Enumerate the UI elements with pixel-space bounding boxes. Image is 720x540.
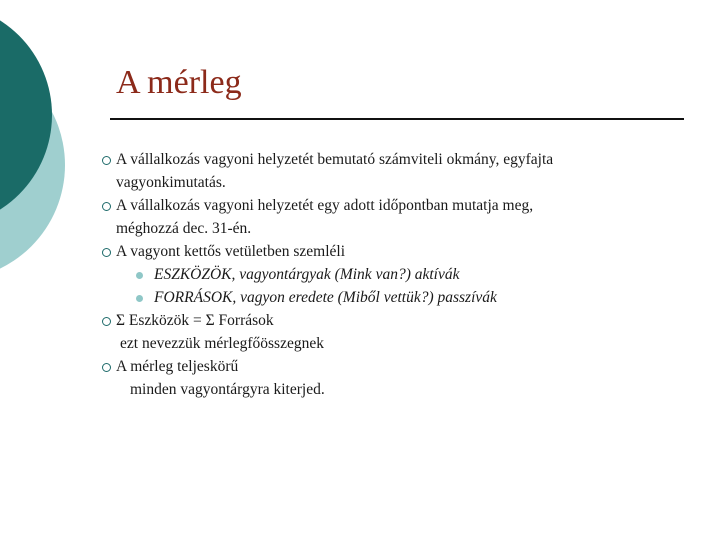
bullet-text: A vállalkozás vagyoni helyzetét egy adott időpontban mutatja meg,	[116, 197, 534, 214]
ring-bullet-icon	[102, 202, 111, 211]
bullet-item	[100, 240, 700, 263]
ring-bullet-icon	[102, 156, 111, 165]
bullet-item	[100, 355, 700, 401]
ring-bullet-icon	[102, 363, 111, 372]
slide-title: A mérleg	[116, 64, 242, 101]
title-underline	[110, 118, 684, 120]
sub-bullet-text: FORRÁSOK, vagyon eredete (Miből vettük?) passzívák	[154, 289, 497, 306]
bullet-item	[100, 148, 700, 194]
bullet-text-continued: vagyonkimutatás.	[116, 174, 226, 191]
bullet-text: A vagyont kettős vetületben szemléli	[116, 243, 346, 260]
bullet-text: Σ Eszközök = Σ Források	[116, 312, 274, 329]
dot-bullet-icon	[136, 295, 143, 302]
bullet-text-continued: méghozzá dec. 31-én.	[116, 220, 252, 237]
bullet-text-continued: ezt nevezzük mérlegfőösszegnek	[120, 335, 324, 352]
sub-bullet-item	[100, 286, 700, 309]
bullet-text-continued: minden vagyontárgyra kiterjed.	[130, 381, 325, 398]
bullet-text: A vállalkozás vagyoni helyzetét bemutató számviteli okmány, egyfajta	[116, 151, 554, 168]
ring-bullet-icon	[102, 317, 111, 326]
sub-bullet-item	[100, 263, 700, 286]
bullet-item	[100, 309, 700, 355]
bullet-text: A mérleg teljeskörű	[116, 358, 239, 375]
bullet-item	[100, 194, 700, 240]
sub-bullet-text: ESZKÖZÖK, vagyontárgyak (Mink van?) aktívák	[154, 266, 460, 283]
slide-content	[100, 148, 700, 401]
dot-bullet-icon	[136, 272, 143, 279]
ring-bullet-icon	[102, 248, 111, 257]
